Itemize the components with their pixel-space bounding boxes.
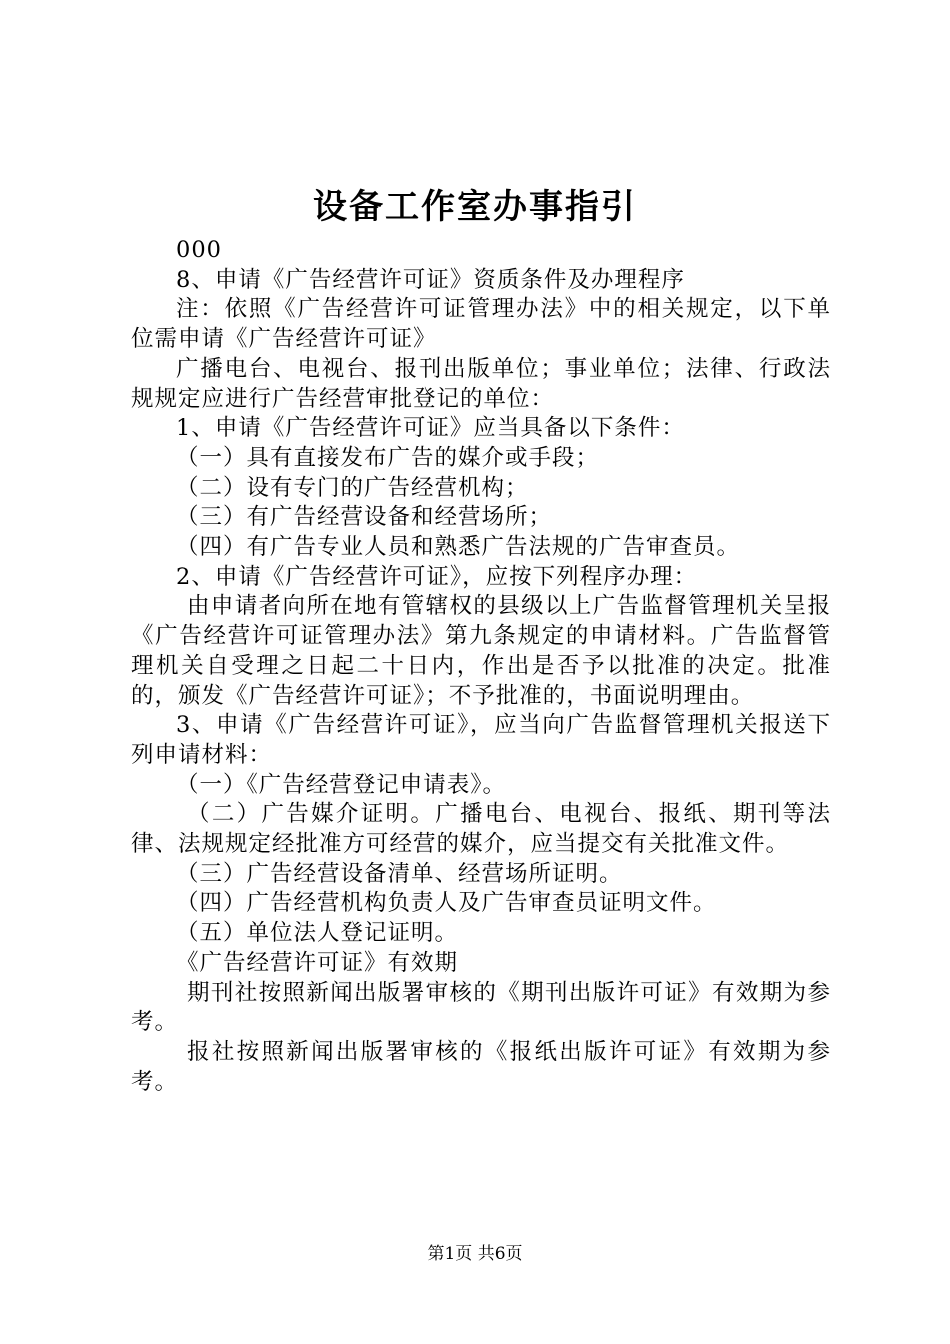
paragraph: （五）单位法人登记证明。	[176, 920, 459, 947]
paragraph: （二）广告媒介证明。广播电台、电视台、报纸、期刊等法律、法规规定经批准方可经营的媒介，应当提交有关批准文件。	[131, 801, 831, 858]
paragraph: （四）有广告专业人员和熟悉广告法规的广告审查员。	[176, 534, 741, 561]
paragraph: （三）广告经营设备清单、经营场所证明。	[176, 860, 623, 887]
page-title: 设备工作室办事指引	[313, 187, 637, 227]
paragraph: 《广告经营许可证》有效期	[176, 949, 459, 976]
paragraph: 由申请者向所在地有管辖权的县级以上广告监督管理机关呈报《广告经营许可证管理办法》第九条规定的申请材料。广告监督管理机关自受理之日起二十日内，作出是否予以批准的决定。批准的，颁发《广告经营许可证》；不予批准的，书面说明理由。	[131, 593, 831, 709]
paragraph: 广播电台、电视台、报刊出版单位；事业单位；法律、行政法规规定应进行广告经营审批登记的单位：	[131, 355, 831, 412]
paragraph: 000	[176, 237, 222, 263]
paragraph: 2、申请《广告经营许可证》，应按下列程序办理：	[176, 563, 698, 590]
paragraph: 8、申请《广告经营许可证》资质条件及办理程序	[176, 266, 685, 293]
paragraph: （一）《广告经营登记申请表》。	[176, 771, 507, 798]
page-footer: 第1页 共6页	[427, 1244, 523, 1264]
paragraph: （三）有广告经营设备和经营场所；	[176, 504, 553, 531]
paragraph: 期刊社按照新闻出版署审核的《期刊出版许可证》有效期为参考。	[131, 979, 831, 1036]
paragraph: 1、申请《广告经营许可证》应当具备以下条件：	[176, 415, 685, 442]
paragraph: （四）广告经营机构负责人及广告审查员证明文件。	[176, 890, 717, 917]
paragraph: （二）设有专门的广告经营机构；	[176, 474, 529, 501]
paragraph: 注：依照《广告经营许可证管理办法》中的相关规定，以下单位需申请《广告经营许可证》	[131, 296, 831, 353]
document-body	[131, 236, 831, 1097]
paragraph: 3、申请《广告经营许可证》，应当向广告监督管理机关报送下列申请材料：	[131, 712, 831, 768]
paragraph: 报社按照新闻出版署审核的《报纸出版许可证》有效期为参考。	[131, 1038, 831, 1095]
paragraph: （一）具有直接发布广告的媒介或手段；	[176, 444, 600, 471]
